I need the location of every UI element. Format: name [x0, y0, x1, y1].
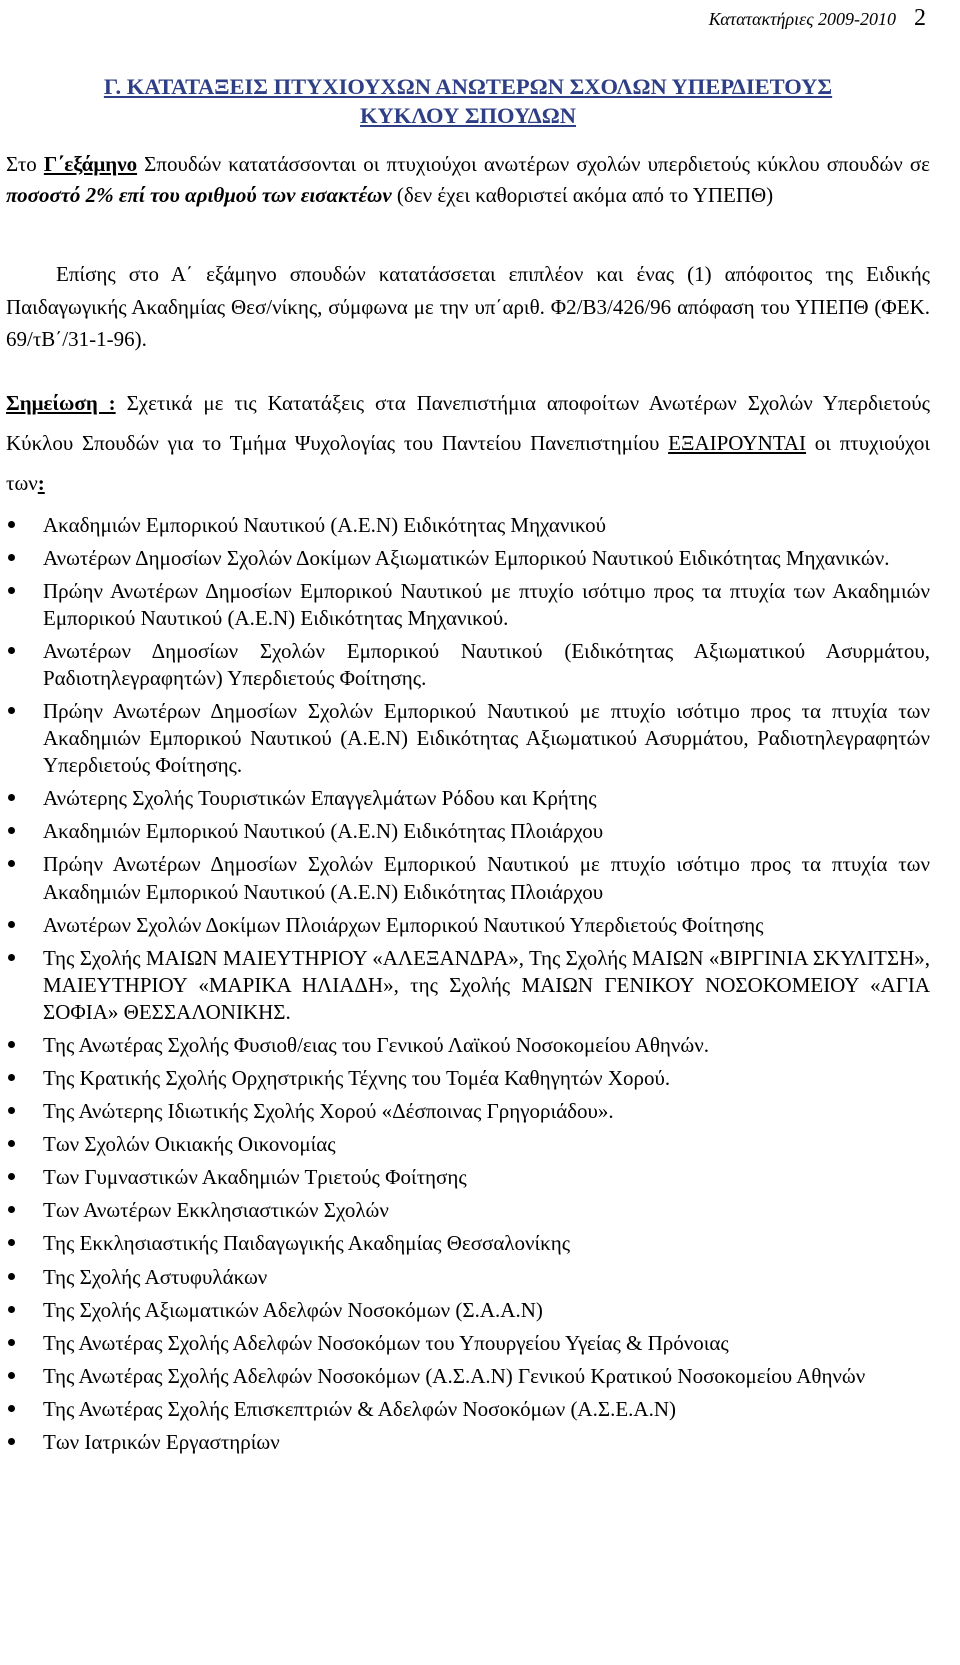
list-item: Των Ιατρικών Εργαστηρίων	[6, 1429, 930, 1456]
list-item: Ανωτέρων Δημοσίων Σχολών Εμπορικού Ναυτικού (Ειδικότητας Αξιωματικού Ασυρμάτου, Ραδιοτηλεγραφητών) Υπερδιετούς Φοίτησης.	[6, 638, 930, 692]
list-item: Των Ανωτέρων Εκκλησιαστικών Σχολών	[6, 1197, 930, 1224]
list-item: Ανώτερης Σχολής Τουριστικών Επαγγελμάτων Ρόδου και Κρήτης	[6, 785, 930, 812]
document-body	[6, 72, 930, 1462]
page-header	[709, 0, 926, 40]
p1-semester: Γ΄εξάμηνο	[43, 151, 138, 176]
paragraph-semester-c	[6, 149, 930, 213]
p1-text-1: Στο	[6, 151, 44, 176]
paragraph-semester-a: Επίσης στο Α΄ εξάμηνο σπουδών κατατάσσεται επιπλέον και ένας (1) απόφοιτος της Ειδικής Παιδαγωγικής Ακαδημίας Θεσ/νίκης, σύμφωνα με την υπ΄αριθ. Φ2/Β3/426/96 απόφαση του ΥΠΕΠΘ (ΦΕΚ. 69/τΒ΄/31-1-96).	[6, 262, 930, 352]
list-item: Πρώην Ανωτέρων Δημοσίων Σχολών Εμπορικού Ναυτικού με πτυχίο ισότιμο προς τα πτυχία των Ακαδημιών Εμπορικού Ναυτικού (Α.Ε.Ν) Ειδικότητας Αξιωματικού Ασυρμάτου, Ραδιοτηλεγραφητών Υπερδιετούς Φοίτησης.	[6, 698, 930, 779]
excluded-schools-list	[6, 512, 930, 1456]
section-title-line1: Γ. ΚΑΤΑΤΑΞΕΙΣ ΠΤΥΧΙΟΥΧΩΝ ΑΝΩΤΕΡΩΝ ΣΧΟΛΩΝ ΥΠΕΡΔΙΕΤΟΥΣ	[103, 74, 833, 99]
list-item: Της Σχολής Αστυφυλάκων	[6, 1264, 930, 1291]
list-item: Της Εκκλησιαστικής Παιδαγωγικής Ακαδημίας Θεσσαλονίκης	[6, 1230, 930, 1257]
note-excluded: ΕΞΑΙΡΟΥΝΤΑΙ	[668, 430, 807, 455]
p1-text-2: Σπουδών κατατάσσονται οι πτυχιούχοι ανωτέρων σχολών υπερδιετούς κύκλου σπουδών σε	[137, 151, 930, 176]
note-paragraph	[6, 384, 930, 504]
list-item: Ακαδημιών Εμπορικού Ναυτικού (Α.Ε.Ν) Ειδικότητας Πλοιάρχου	[6, 818, 930, 845]
list-item: Των Σχολών Οικιακής Οικονομίας	[6, 1131, 930, 1158]
note-text-1: Σχετικά με τις Κατατάξεις στα Πανεπιστήμια αποφοίτων Ανωτέρων Σχολών Υπερδιετούς Κύκλου Σπουδών για το Τμήμα Ψυχολογίας του Παντείου Πανεπιστημίου	[6, 390, 930, 455]
list-item: Της Σχολής Αξιωματικών Αδελφών Νοσοκόμων (Σ.Α.Α.Ν)	[6, 1297, 930, 1324]
list-item: Της Ανωτέρας Σχολής Αδελφών Νοσοκόμων του Υπουργείου Υγείας & Πρόνοιας	[6, 1330, 930, 1357]
section-title	[6, 72, 930, 131]
note-label: Σημείωση :	[6, 390, 116, 415]
list-item: Της Σχολής ΜΑΙΩΝ ΜΑΙΕΥΤΗΡΙΟΥ «ΑΛΕΞΑΝΔΡΑ», Της Σχολής ΜΑΙΩΝ «ΒΙΡΓΙΝΙΑ ΣΚΥΛΙΤΣΗ», ΜΑΙΕΥΤΗΡΙΟΥ «ΜΑΡΙΚΑ ΗΛΙΑΔΗ», της Σχολής ΜΑΙΩΝ ΓΕΝΙΚΟΥ ΝΟΣΟΚΟΜΕΙΟΥ «ΑΓΙΑ ΣΟΦΙΑ» ΘΕΣΣΑΛΟΝΙΚΗΣ.	[6, 945, 930, 1026]
list-item: Ανωτέρων Δημοσίων Σχολών Δοκίμων Αξιωματικών Εμπορικού Ναυτικού Ειδικότητας Μηχανικών.	[6, 545, 930, 572]
list-item: Της Ανώτερης Ιδιωτικής Σχολής Χορού «Δέσποινας Γρηγοριάδου».	[6, 1098, 930, 1125]
list-item: Της Κρατικής Σχολής Ορχηστρικής Τέχνης του Τομέα Καθηγητών Χορού.	[6, 1065, 930, 1092]
page-number: 2	[914, 5, 926, 31]
list-item: Ανωτέρων Σχολών Δοκίμων Πλοιάρχων Εμπορικού Ναυτικού Υπερδιετούς Φοίτησης	[6, 912, 930, 939]
list-item: Της Ανωτέρας Σχολής Επισκεπτριών & Αδελφών Νοσοκόμων (Α.Σ.Ε.Α.Ν)	[6, 1396, 930, 1423]
p1-text-3: (δεν έχει καθοριστεί ακόμα από το ΥΠΕΠΘ)	[391, 183, 774, 208]
section-title-line2: ΚΥΚΛΟΥ ΣΠΟΥΔΩΝ	[359, 103, 576, 129]
list-item: Πρώην Ανωτέρων Δημοσίων Εμπορικού Ναυτικού με πτυχίο ισότιμο προς τα πτυχία των Ακαδημιών Εμπορικού Ναυτικού (Α.Ε.Ν) Ειδικότητας Μηχανικού.	[6, 578, 930, 632]
list-item: Πρώην Ανωτέρων Δημοσίων Σχολών Εμπορικού Ναυτικού με πτυχίο ισότιμο προς τα πτυχία των Ακαδημιών Εμπορικού Ναυτικού (Α.Ε.Ν) Ειδικότητας Πλοιάρχου	[6, 851, 930, 905]
list-item: Ακαδημιών Εμπορικού Ναυτικού (Α.Ε.Ν) Ειδικότητας Μηχανικού	[6, 512, 930, 539]
note-text-2: οι πτυχιούχοι των	[6, 430, 931, 495]
list-item: Της Ανωτέρας Σχολής Αδελφών Νοσοκόμων (Α.Σ.Α.Ν) Γενικού Κρατικού Νοσοκομείου Αθηνών	[6, 1363, 930, 1390]
p1-percentage: ποσοστό 2% επί του αριθμού των εισακτέων	[6, 183, 392, 208]
note-colon: :	[37, 470, 45, 495]
running-title: Κατατακτήριες 2009-2010	[708, 9, 896, 29]
list-item: Της Ανωτέρας Σχολής Φυσιοθ/ειας του Γενικού Λαϊκού Νοσοκομείου Αθηνών.	[6, 1032, 930, 1059]
list-item: Των Γυμναστικών Ακαδημιών Τριετούς Φοίτησης	[6, 1164, 930, 1191]
